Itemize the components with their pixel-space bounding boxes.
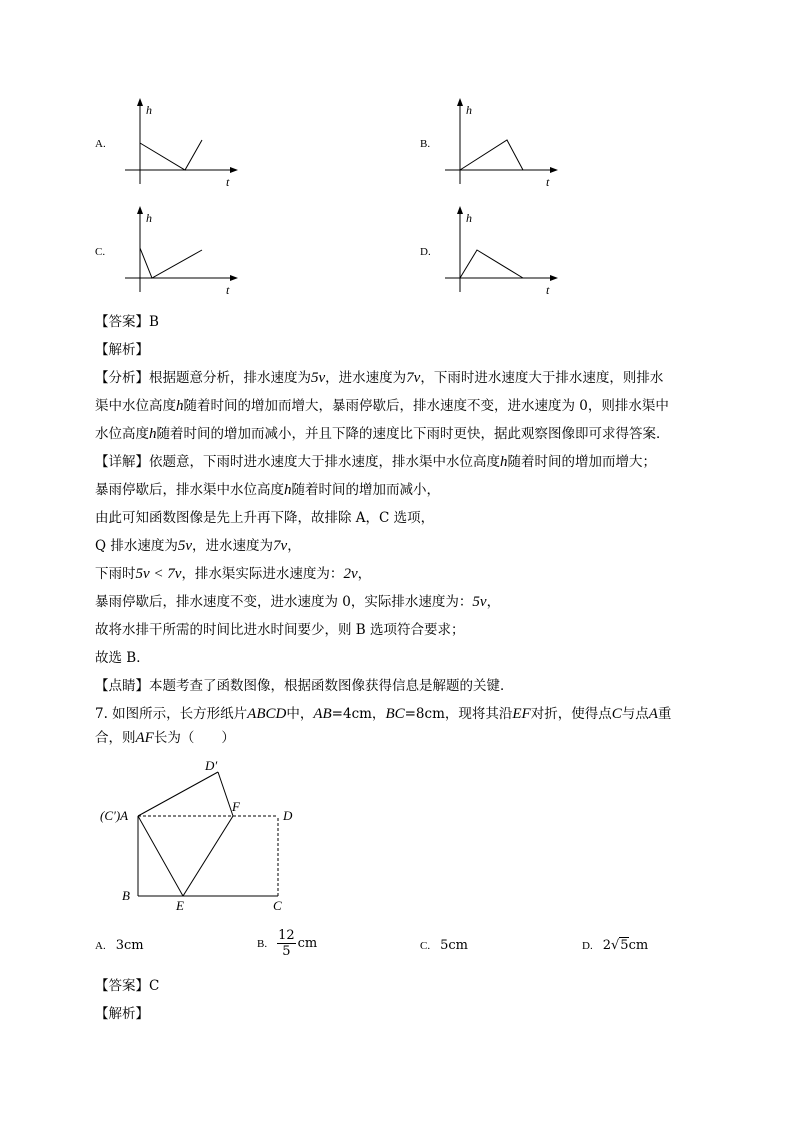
y-arrow bbox=[457, 98, 463, 106]
q7-stem-line-2: 合，则AF长为（ ） bbox=[95, 730, 235, 746]
x-arrow bbox=[550, 167, 558, 173]
t-label: t bbox=[226, 283, 230, 297]
h-label: h bbox=[466, 211, 472, 225]
t-label: t bbox=[546, 175, 550, 189]
segment-d-prime-f bbox=[218, 772, 233, 816]
x-arrow bbox=[230, 275, 238, 281]
xiangjie-line-3: 由此可知函数图像是先上升再下降，故排除 A，C 选项， bbox=[95, 510, 435, 526]
answer-value: C bbox=[149, 978, 160, 994]
q7-choice-a: A. 3cm bbox=[95, 938, 144, 953]
graph-c-label: C. bbox=[95, 246, 106, 258]
math-5v: 5v bbox=[177, 538, 193, 554]
segment-ef bbox=[183, 816, 233, 896]
q7-jiexi-tag: 【解析】 bbox=[95, 1006, 149, 1022]
graph-a-label: A. bbox=[95, 138, 106, 150]
y-arrow bbox=[137, 98, 143, 106]
fraction: $\frac{12}{5}$ bbox=[278, 928, 295, 959]
answer-tag: 【答案】 bbox=[95, 314, 149, 330]
math-5v: 5v bbox=[472, 594, 487, 610]
fenxi-line-1: 【分析】根据题意分析，排水速度为5v，进水速度为7v，下雨时进水速度大于排水速度，则排水 bbox=[95, 370, 664, 386]
q7-answer-line bbox=[95, 976, 159, 996]
fenxi-line-3: 水位高度h随着时间的增加而减小，并且下降的速度比下雨时更快，据此观察图像即可求得答案． bbox=[95, 426, 670, 442]
graph-d-label: D. bbox=[420, 246, 431, 258]
y-arrow bbox=[137, 206, 143, 214]
math-5v: 5v bbox=[311, 370, 326, 386]
xiangjie-line-4: Q 排水速度为5v，进水速度为7v， bbox=[95, 538, 301, 554]
graph-d-curve bbox=[460, 250, 523, 278]
label-d: D bbox=[283, 808, 293, 823]
xiangjie-line-5: 下雨时5v < 7v，排水渠实际进水速度为：2v， bbox=[95, 566, 372, 582]
label-c-prime-a: (C′)A bbox=[100, 808, 129, 823]
t-label: t bbox=[546, 283, 550, 297]
h-label: h bbox=[146, 103, 152, 117]
q7-choice-c: C. 5cm bbox=[420, 938, 468, 953]
q7-choice-b: B. $\frac{12}{5}$ cm bbox=[257, 928, 318, 959]
q7-choice-d: D. 2√5cm bbox=[582, 938, 649, 953]
graph-c-curve bbox=[140, 248, 202, 278]
answer-tag: 【答案】 bbox=[95, 978, 149, 994]
label-b: B bbox=[122, 888, 130, 903]
math-h: h bbox=[176, 398, 184, 414]
graph-b bbox=[440, 98, 560, 190]
q6-answer-line bbox=[95, 312, 159, 332]
label-f: F bbox=[232, 799, 240, 814]
graph-a bbox=[120, 98, 240, 190]
x-arrow bbox=[230, 167, 238, 173]
xiangjie-line-7: 故将水排干所需的时间比进水时间要少，则 B 选项符合要求； bbox=[95, 622, 465, 638]
q7-figure bbox=[90, 756, 310, 916]
dianjing-line: 【点睛】本题考查了函数图像，根据函数图像获得信息是解题的关键． bbox=[95, 678, 514, 694]
segment-ad-prime bbox=[138, 772, 218, 816]
x-arrow bbox=[550, 275, 558, 281]
graph-c bbox=[120, 206, 240, 298]
graph-a-curve bbox=[140, 140, 202, 170]
xiangjie-line-8: 故选 B． bbox=[95, 650, 150, 666]
xiangjie-tag: 【详解】 bbox=[95, 454, 149, 470]
xiangjie-line-6: 暴雨停歇后，排水速度不变，进水速度为 0，实际排水速度为：5v， bbox=[95, 594, 501, 610]
fenxi-line-2: 渠中水位高度h随着时间的增加而增大，暴雨停歇后，排水速度不变，进水速度为 0，则排水渠中 bbox=[95, 398, 669, 414]
math-7v: 7v bbox=[406, 370, 421, 386]
label-e: E bbox=[176, 898, 184, 913]
t-label: t bbox=[226, 175, 230, 189]
label-c: C bbox=[273, 898, 282, 913]
answer-value: B bbox=[149, 314, 159, 330]
math-2v: 2v bbox=[343, 566, 358, 582]
y-arrow bbox=[457, 206, 463, 214]
h-label: h bbox=[466, 103, 472, 117]
math-h: h bbox=[500, 454, 508, 470]
dianjing-tag: 【点睛】 bbox=[95, 678, 149, 694]
graph-b-label: B. bbox=[420, 138, 431, 150]
xiangjie-line-1: 【详解】依题意，下雨时进水速度大于排水速度，排水渠中水位高度h随着时间的增加而增大； bbox=[95, 454, 656, 470]
math-h: h bbox=[149, 426, 157, 442]
label-d-prime: D′ bbox=[205, 758, 218, 773]
fenxi-tag: 【分析】 bbox=[95, 370, 149, 386]
math-7v: 7v bbox=[273, 538, 288, 554]
q6-jiexi-tag: 【解析】 bbox=[95, 342, 149, 358]
xiangjie-line-2: 暴雨停歇后，排水渠中水位高度h随着时间的增加而减小， bbox=[95, 482, 440, 498]
math-h: h bbox=[284, 482, 292, 498]
graph-b-curve bbox=[460, 140, 523, 170]
segment-ae bbox=[138, 816, 183, 896]
math-ineq: 5v < 7v bbox=[135, 566, 182, 582]
h-label: h bbox=[146, 211, 152, 225]
graph-d bbox=[440, 206, 560, 298]
sqrt-sign: √ bbox=[610, 938, 620, 953]
q7-stem-line-1: 7. 如图所示，长方形纸片ABCD中，AB=4cm，BC=8cm，现将其沿EF对折，使得点C与点A重 bbox=[95, 706, 672, 722]
